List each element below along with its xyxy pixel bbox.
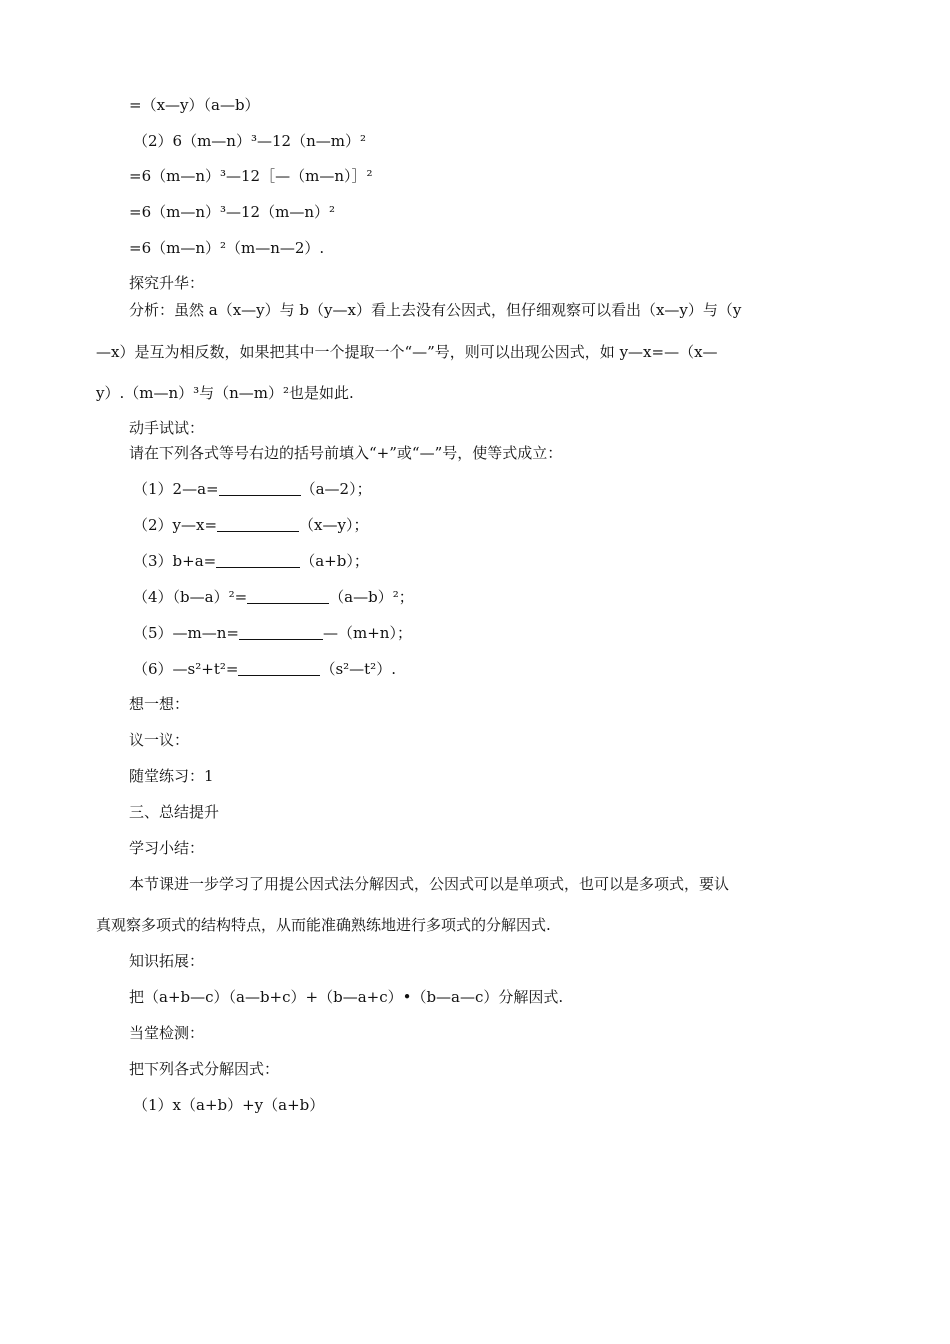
- exercise-expression: （3）b+a=: [133, 552, 217, 570]
- exercise-expression: （a—b）²；: [329, 588, 414, 606]
- exercise-expression: （6）—s²+t²=: [133, 660, 239, 678]
- paragraph-line: 把下列各式分解因式：: [129, 1060, 280, 1078]
- exercise-expression: （a—2）；: [300, 480, 372, 498]
- section-heading: 三、总结提升: [129, 803, 220, 821]
- section-heading: 学习小结：: [129, 839, 205, 857]
- section-heading: 知识拓展：: [129, 952, 205, 970]
- exercise-item: [133, 587, 414, 607]
- answer-blank[interactable]: [238, 661, 320, 676]
- exercise-item: [133, 551, 369, 571]
- equation-line: =（x—y）（a—b）: [129, 96, 260, 114]
- instruction-line: 请在下列各式等号右边的括号前填入“+”或“—”号，使等式成立：: [129, 444, 563, 462]
- exercise-expression: （1）2—a=: [133, 480, 219, 498]
- section-heading: 动手试试：: [129, 419, 205, 437]
- equation-line: =6（m—n）³—12（m—n）²: [129, 203, 335, 221]
- exercise-item: [133, 479, 372, 499]
- section-heading: 议一议：: [129, 731, 190, 749]
- exercise-expression: （5）—m—n=: [133, 624, 239, 642]
- exercise-expression: （2）y—x=: [133, 516, 218, 534]
- exercise-item: （1）x（a+b）+y（a+b）: [133, 1096, 325, 1114]
- exercise-expression: （x—y）；: [299, 516, 369, 534]
- paragraph-line: 把（a+b—c）（a—b+c）+（b—a+c）•（b—a—c）分解因式.: [129, 988, 564, 1006]
- equation-line: （2）6（m—n）³—12（n—m）²: [133, 132, 366, 150]
- section-heading: 当堂检测：: [129, 1024, 205, 1042]
- exercise-item: [133, 515, 368, 535]
- answer-blank[interactable]: [239, 625, 323, 640]
- paragraph-line: —x）是互为相反数，如果把其中一个提取一个“—”号，则可以出现公因式，如 y—x=—（x—: [96, 343, 718, 361]
- paragraph-line: 分析：虽然 a（x—y）与 b（y—x）看上去没有公因式，但仔细观察可以看出（x—y）与（y: [129, 301, 742, 319]
- answer-blank[interactable]: [217, 517, 299, 532]
- exercise-expression: （a+b）；: [300, 552, 369, 570]
- exercise-item: [133, 659, 396, 679]
- answer-blank[interactable]: [247, 589, 329, 604]
- section-heading: 想一想：: [129, 695, 190, 713]
- equation-line: =6（m—n）³—12［—（m—n）］²: [129, 167, 373, 185]
- paragraph-line: 本节课进一步学习了用提公因式法分解因式，公因式可以是单项式，也可以是多项式，要认: [129, 875, 730, 893]
- exercise-expression: （4）（b—a）²=: [133, 588, 248, 606]
- equation-line: =6（m—n）²（m—n—2）.: [129, 239, 325, 257]
- paragraph-line: y）.（m—n）³与（n—m）²也是如此.: [96, 384, 354, 402]
- section-heading: 探究升华：: [129, 274, 205, 292]
- exercise-expression: （s²—t²）.: [320, 660, 396, 678]
- answer-blank[interactable]: [216, 553, 300, 568]
- exercise-item: [133, 623, 412, 643]
- answer-blank[interactable]: [219, 481, 301, 496]
- section-heading: 随堂练习：1: [129, 767, 214, 785]
- exercise-expression: —（m+n）；: [323, 624, 412, 642]
- paragraph-line: 真观察多项式的结构特点，从而能准确熟练地进行多项式的分解因式.: [96, 916, 551, 934]
